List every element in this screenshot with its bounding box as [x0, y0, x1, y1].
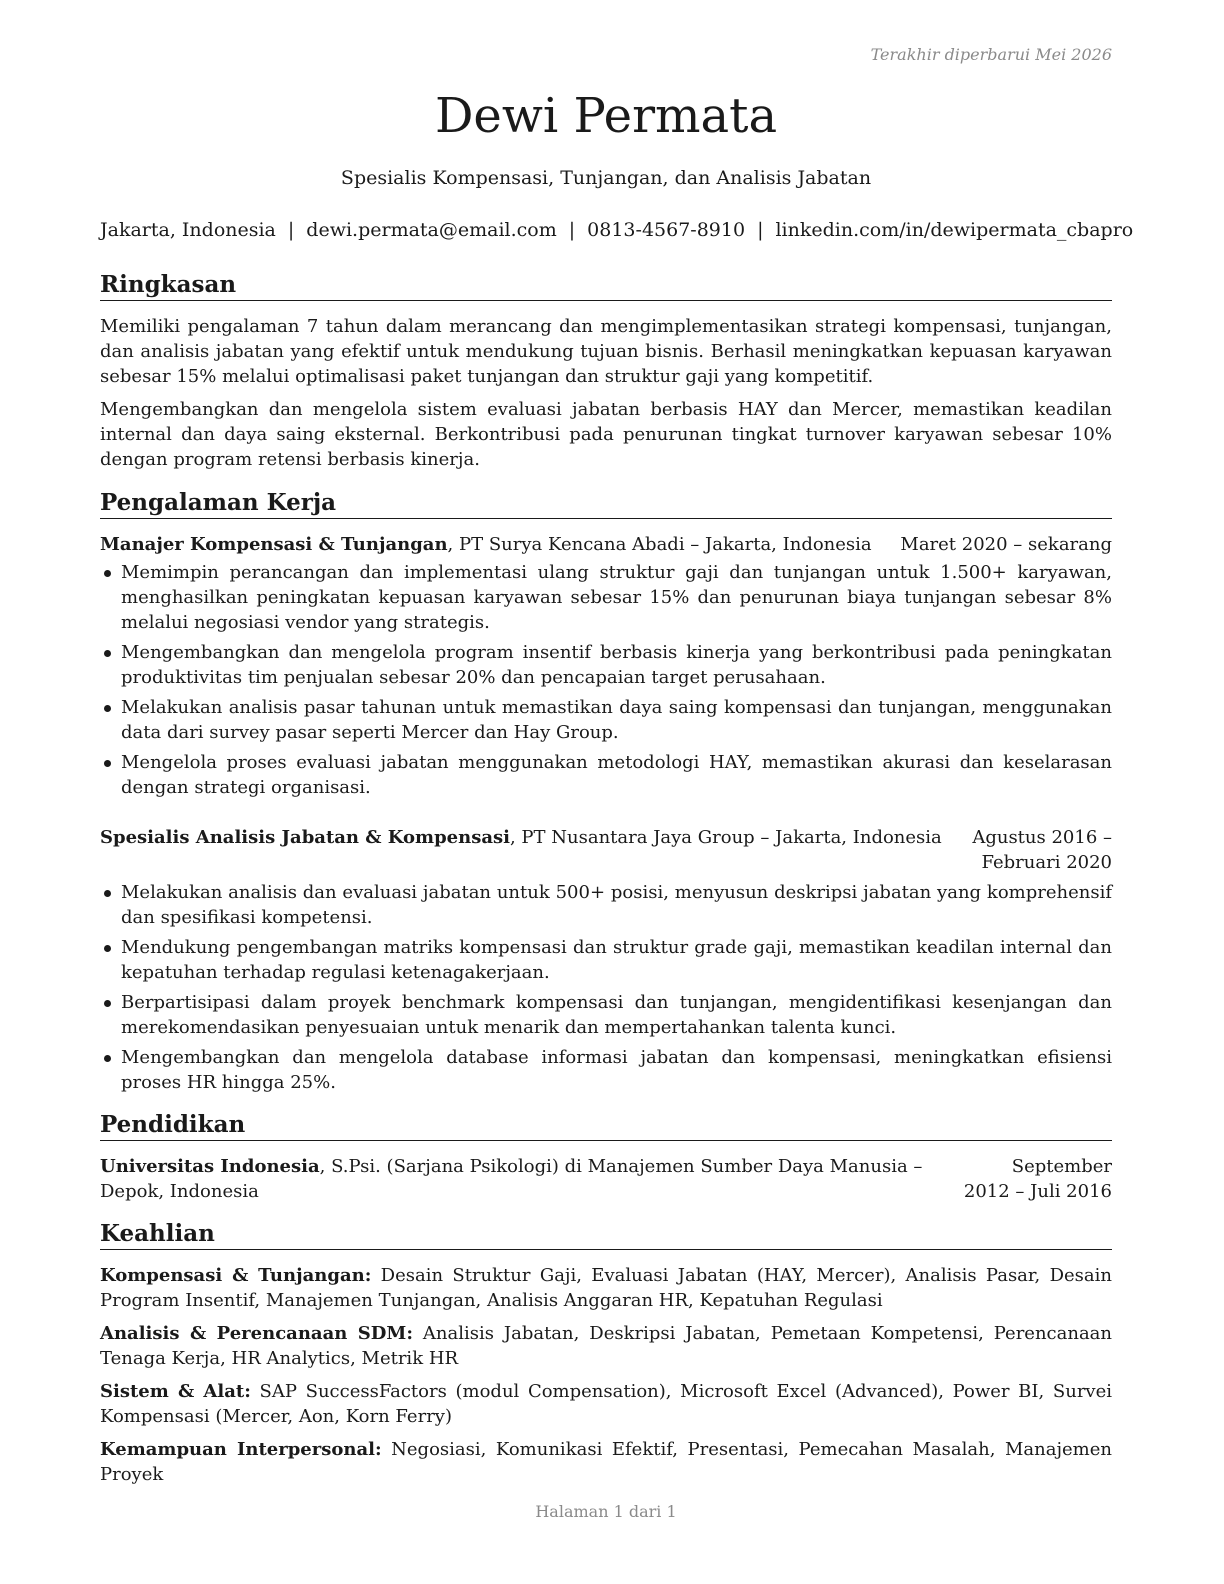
list-item: Mendukung pengembangan matriks kompensasi dan struktur grade gaji, memastikan keadilan internal dan kepatuhan terhadap regulasi ketenagakerjaan. [100, 935, 1112, 985]
job-entry [100, 532, 1112, 805]
last-updated-note: Terakhir diperbarui Mei 2026 [870, 45, 1112, 64]
job-company: , PT Nusantara Jaya Group – Jakarta, Indonesia [509, 827, 942, 848]
skill-row [100, 1379, 1112, 1429]
education-school-line [100, 1154, 940, 1204]
skill-category: Analisis & Perencanaan SDM: [100, 1323, 413, 1344]
list-item: Berpartisipasi dalam proyek benchmark kompensasi dan tunjangan, mengidentifikasi kesenjangan dan merekomendasikan penyesuaian untuk menarik dan mempertahankan talenta kunci. [100, 990, 1112, 1040]
page-number-footer: Halaman 1 dari 1 [535, 1502, 677, 1521]
summary-paragraph: Mengembangkan dan mengelola sistem evaluasi jabatan berbasis HAY dan Mercer, memastikan keadilan internal dan daya saing eksternal. Berkontribusi pada penurunan tingkat turnover karyawan sebesar 10% dengan program retensi berbasis kinerja. [100, 399, 1112, 470]
contact-location: Jakarta, Indonesia [100, 219, 276, 241]
contact-line [100, 219, 1134, 241]
list-item: Mengembangkan dan mengelola database informasi jabatan dan kompensasi, meningkatkan efisiensi proses HR hingga 25%. [100, 1045, 1112, 1095]
skill-items: Desain Struktur Gaji, Evaluasi Jabatan (HAY, Mercer), Analisis Pasar, Desain Program Insentif, Manajemen Tunjangan, Analisis Anggaran HR, Kepatuhan Regulasi [100, 1265, 1112, 1311]
contact-phone[interactable]: 0813-4567-8910 [587, 219, 746, 241]
skill-items: Analisis Jabatan, Deskripsi Jabatan, Pemetaan Kompetensi, Perencanaan Tenaga Kerja, HR Analytics, Metrik HR [100, 1323, 1113, 1369]
education-dates: September 2012 – Juli 2016 [963, 1156, 1112, 1202]
job-bullets [100, 560, 1112, 800]
skill-items: Negosiasi, Komunikasi Efektif, Presentasi, Pemecahan Masalah, Manajemen Proyek [100, 1439, 1112, 1485]
summary-paragraph: Memiliki pengalaman 7 tahun dalam merancang dan mengimplementasikan strategi kompensasi, tunjangan, dan analisis jabatan yang efektif untuk mendukung tujuan bisnis. Berhasil meningkatkan kepuasan karyawan sebesar 15% melalui optimalisasi paket tunjangan dan struktur gaji yang kompetitif. [100, 316, 1112, 387]
job-entry [100, 825, 1112, 1100]
job-dates: Maret 2020 – sekarang [900, 534, 1112, 555]
skill-category: Sistem & Alat: [100, 1381, 251, 1402]
contact-separator: | [568, 219, 576, 241]
job-header [100, 532, 1112, 560]
section-title-summary: Ringkasan [100, 271, 1112, 301]
skill-category: Kemampuan Interpersonal: [100, 1439, 382, 1460]
skill-row [100, 1321, 1112, 1371]
section-title-education: Pendidikan [100, 1111, 1112, 1141]
contact-separator: | [287, 219, 295, 241]
education-header [100, 1154, 1112, 1206]
list-item: Memimpin perancangan dan implementasi ulang struktur gaji dan tunjangan untuk 1.500+ karyawan, menghasilkan peningkatan kepuasan karyawan sebesar 15% dan penurunan biaya tunjangan sebesar 8% melalui negosiasi vendor yang strategis. [100, 560, 1112, 635]
job-title-line [100, 825, 942, 850]
section-title-skills: Keahlian [100, 1220, 1112, 1250]
contact-separator: | [757, 219, 764, 241]
education-school: Universitas Indonesia [100, 1156, 320, 1177]
job-dates: Agustus 2016 – Februari 2020 [972, 827, 1112, 873]
skills-block [100, 1263, 1112, 1495]
job-title-line [100, 532, 872, 557]
skill-row [100, 1263, 1112, 1313]
job-bullets [100, 880, 1112, 1095]
job-title: Spesialis Analisis Jabatan & Kompensasi [100, 827, 510, 848]
list-item: Melakukan analisis dan evaluasi jabatan untuk 500+ posisi, menyusun deskripsi jabatan yang komprehensif dan spesifikasi kompetensi. [100, 880, 1112, 930]
skill-row [100, 1437, 1112, 1487]
list-item: Mengelola proses evaluasi jabatan menggunakan metodologi HAY, memastikan akurasi dan keselarasan dengan strategi organisasi. [100, 750, 1112, 800]
contact-email[interactable]: dewi.permata@email.com [306, 219, 557, 241]
contact-linkedin[interactable]: linkedin.com/in/dewipermata_cbapro [775, 219, 1134, 241]
list-item: Mengembangkan dan mengelola program insentif berbasis kinerja yang berkontribusi pada peningkatan produktivitas tim penjualan sebesar 20% dan pencapaian target perusahaan. [100, 640, 1112, 690]
job-header [100, 825, 1112, 880]
summary-block [100, 314, 1112, 480]
skill-category: Kompensasi & Tunjangan: [100, 1265, 372, 1286]
skill-items: SAP SuccessFactors (modul Compensation), Microsoft Excel (Advanced), Power BI, Survei Kompensasi (Mercer, Aon, Korn Ferry) [100, 1381, 1112, 1427]
job-title: Manajer Kompensasi & Tunjangan [100, 534, 448, 555]
professional-headline: Spesialis Kompensasi, Tunjangan, dan Analisis Jabatan [340, 167, 872, 189]
candidate-name: Dewi Permata [434, 88, 778, 144]
section-title-experience: Pengalaman Kerja [100, 489, 1112, 519]
job-company: , PT Surya Kencana Abadi – Jakarta, Indonesia [447, 534, 872, 555]
list-item: Melakukan analisis pasar tahunan untuk memastikan daya saing kompensasi dan tunjangan, menggunakan data dari survey pasar seperti Mercer dan Hay Group. [100, 695, 1112, 745]
education-detail: , S.Psi. (Sarjana Psikologi) di Manajemen Sumber Daya Manusia – Depok, Indonesia [100, 1156, 923, 1202]
education-entry [100, 1154, 1112, 1206]
